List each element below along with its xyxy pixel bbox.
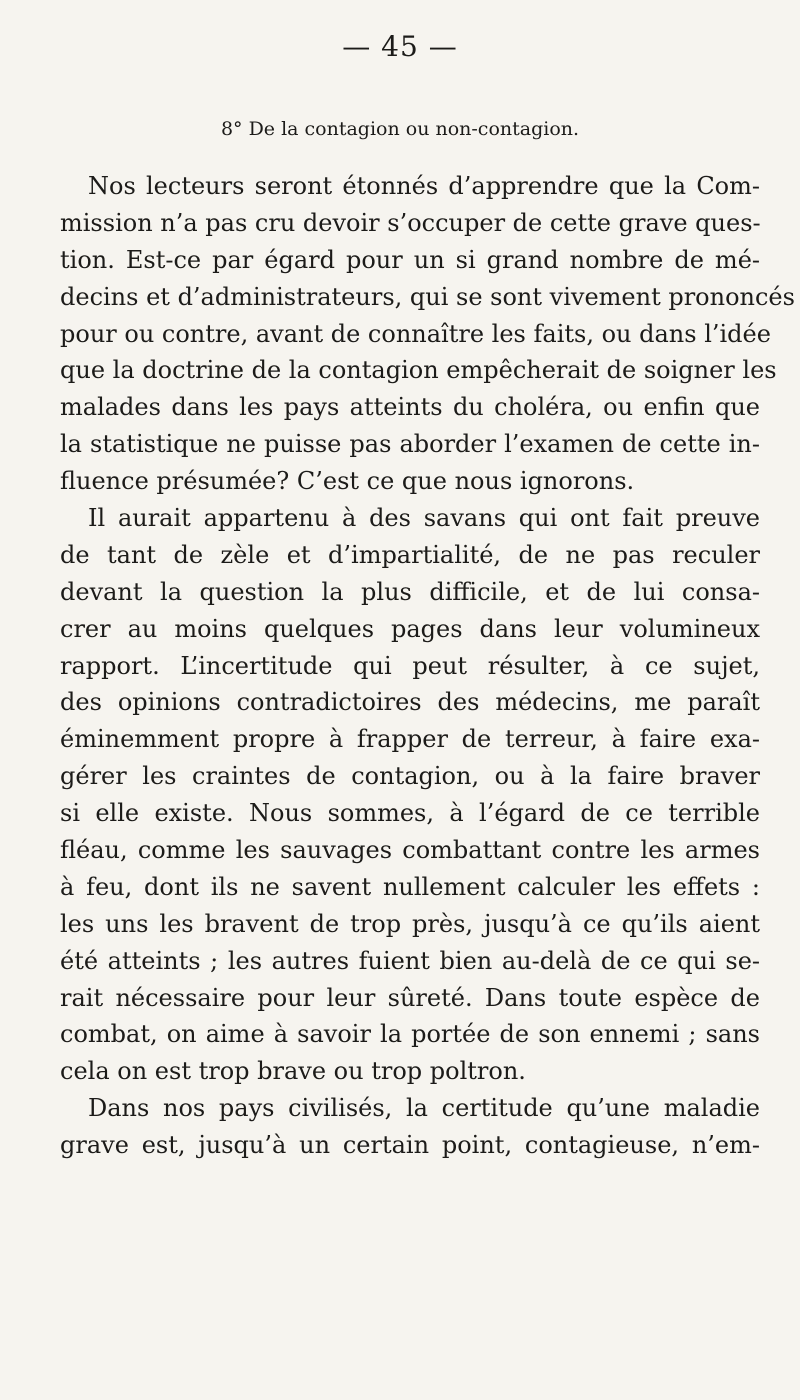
- text-line: grave est, jusqu’à un certain point, contagieuse, n’em-: [60, 1131, 760, 1160]
- text-line: crer au moins quelques pages dans leur volumineux: [60, 614, 760, 643]
- text-line: été atteints ; les autres fuient bien au-delà de ce qui se-: [60, 946, 760, 975]
- text-line: si elle existe. Nous sommes, à l’égard de ce terrible: [60, 799, 760, 828]
- text-line: fléau, comme les sauvages combattant contre les armes: [60, 836, 760, 865]
- text-line: mission n’a pas cru devoir s’occuper de cette grave ques-: [60, 208, 761, 237]
- page-number: — 45 —: [342, 30, 458, 63]
- text-line: des opinions contradictoires des médecins, me paraît: [60, 688, 760, 717]
- text-line: malades dans les pays atteints du choléra, ou enfin que: [60, 393, 760, 422]
- text-line: decins et d’administrateurs, qui se sont vivement prononcés: [60, 282, 795, 311]
- text-line: de tant de zèle et d’impartialité, de ne pas reculer: [60, 540, 760, 569]
- text-line: les uns les bravent de trop près, jusqu’à ce qu’ils aient: [60, 909, 760, 938]
- text-line: devant la question la plus difficile, et de lui consa-: [60, 577, 760, 606]
- section-heading: 8° De la contagion ou non-contagion.: [220, 118, 580, 140]
- text-line: Il aurait appartenu à des savans qui ont fait preuve: [88, 504, 760, 533]
- text-line: tion. Est-ce par égard pour un si grand nombre de mé-: [60, 245, 760, 274]
- text-line: gérer les craintes de contagion, ou à la faire braver: [60, 762, 760, 791]
- text-line: Nos lecteurs seront étonnés d’apprendre que la Com-: [88, 172, 760, 200]
- text-line: que la doctrine de la contagion empêcherait de soigner les: [60, 356, 777, 385]
- text-line: la statistique ne puisse pas aborder l’examen de cette in-: [60, 430, 760, 459]
- text-line: cela on est trop brave ou trop poltron.: [60, 1057, 526, 1086]
- text-line: Dans nos pays civilisés, la certitude qu’une maladie: [88, 1094, 760, 1123]
- text-line: fluence présumée? C’est ce que nous ignorons.: [60, 467, 635, 496]
- body-text: [60, 168, 795, 1164]
- text-line: rait nécessaire pour leur sûreté. Dans toute espèce de: [60, 983, 760, 1012]
- text-line: rapport. L’incertitude qui peut résulter, à ce sujet,: [60, 651, 760, 680]
- text-line: combat, on aime à savoir la portée de son ennemi ; sans: [60, 1020, 760, 1049]
- text-line: à feu, dont ils ne savent nullement calculer les effets :: [60, 872, 760, 901]
- text-line: éminemment propre à frapper de terreur, à faire exa-: [60, 725, 760, 754]
- text-line: pour ou contre, avant de connaître les faits, ou dans l’idée: [60, 319, 771, 348]
